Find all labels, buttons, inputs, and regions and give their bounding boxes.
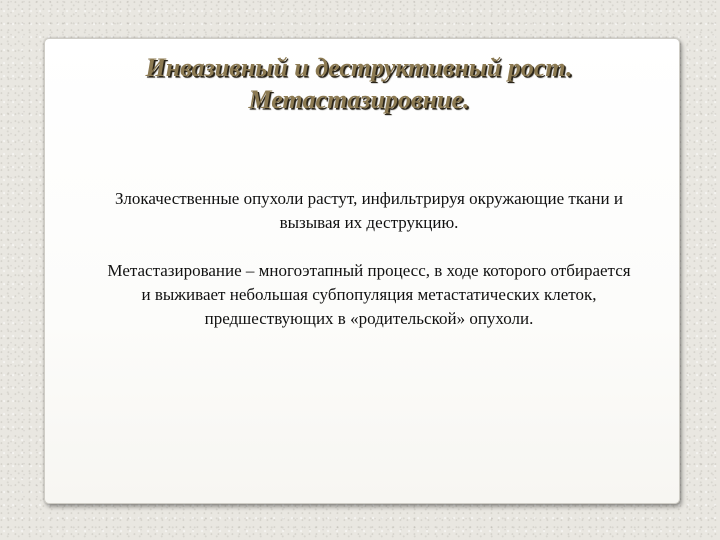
paragraph-2-line-2: и выживает небольшая субпопуляция метастатических клеток, xyxy=(141,285,597,304)
slide-title-line-1: Инвазивный и деструктивный рост. xyxy=(145,53,573,82)
paragraph-2-line-3: предшествующих в «родительской» опухоли. xyxy=(204,309,534,328)
paragraph-1-line-2: вызывая их деструкцию. xyxy=(279,213,459,232)
slide-title xyxy=(44,52,674,116)
paragraph-2-line-1: Метастазирование – многоэтапный процесс, в ходе которого отбирается xyxy=(107,261,631,280)
slide-body xyxy=(58,187,680,355)
paragraph-metastasis xyxy=(58,259,680,331)
paragraph-invasive-growth xyxy=(58,187,680,235)
slide-title-line-2: Метастазировние. xyxy=(248,85,470,114)
paragraph-1-line-1: Злокачественные опухоли растут, инфильтрируя окружающие ткани и xyxy=(115,189,623,208)
